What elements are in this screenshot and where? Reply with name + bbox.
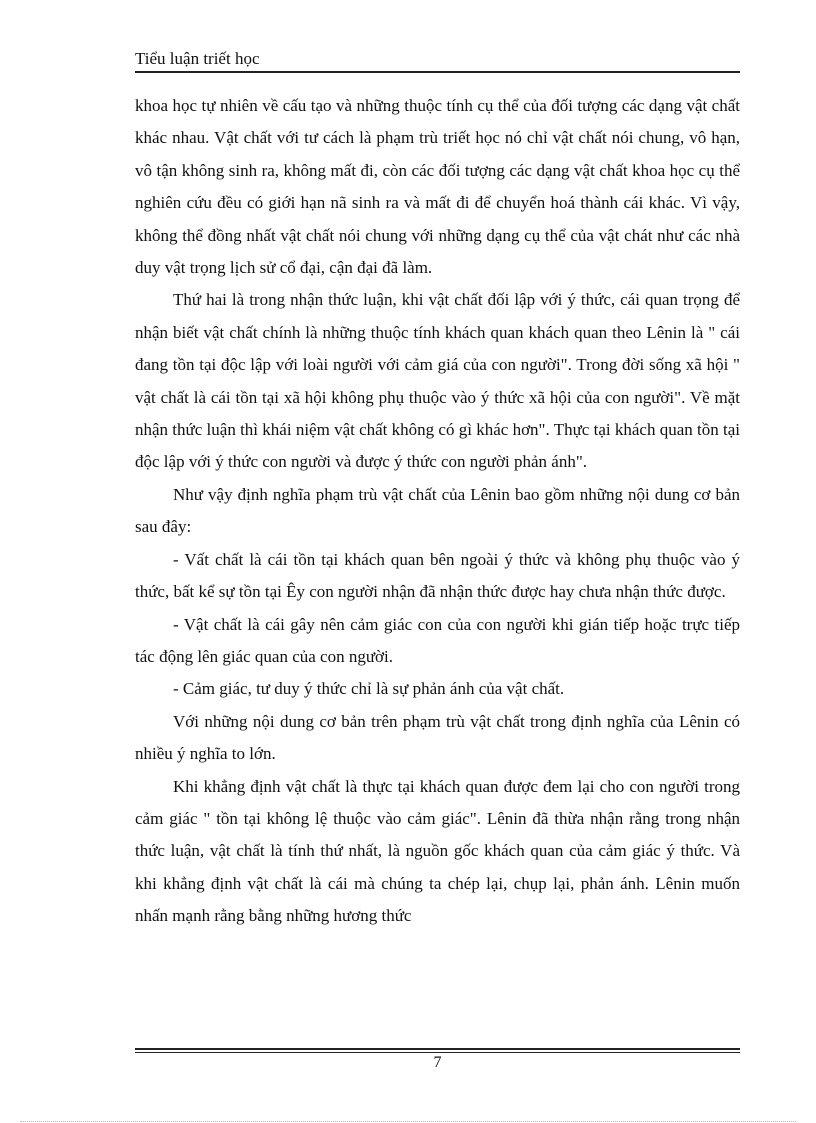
paragraph-significance: Với những nội dung cơ bản trên phạm trù vật chất trong định nghĩa của Lênin có nhiều ý nghĩa to lớn. <box>135 711 740 764</box>
footer-rule-top <box>135 1048 740 1050</box>
list-item-reflection: - Cảm giác, tư duy ý thức chỉ là sự phản ánh của vật chất. <box>173 679 565 699</box>
paragraph-definition-intro: Như vậy định nghĩa phạm trù vật chất của Lênin bao gồm những nội dung cơ bản sau đây: <box>135 484 740 537</box>
paragraph-continuation: khoa học tự nhiên về cấu tạo và những thuộc tính cụ thể của đối tượng các dạng vật chất khác nhau. Vật chất với tư cách là phạm trù triết học nó chỉ vật chất nói chung, vô hạn, vô tận không sinh ra, không mất đi, còn các đối tượng các dạng vật chất khoa học cụ thể nghiên cứu đều có giới hạn nã sinh ra và mất đi để chuyển hoá thành cái khác. Vì vậy, không thể đồng nhất vật chất nói chung với những dạng cụ thể của vật chát như các nhà duy vật trọng lịch sử cổ đại, cận đại đã làm. <box>135 96 740 278</box>
page-boundary <box>20 1121 796 1122</box>
page-body <box>135 90 740 933</box>
page-number: 7 <box>433 1054 442 1071</box>
list-item-causes-sensation: - Vật chất là cái gây nên cảm giác con của con người khi gián tiếp hoặc trực tiếp tác động lên giác quan của con người. <box>135 614 740 666</box>
paragraph-second-point: Thứ hai là trong nhận thức luận, khi vật chất đối lập với ý thức, cái quan trọng để nhận biết vật chất chính là những thuộc tính khách quan khách quan theo Lênin là " cái đang tồn tại độc lập với loài người với cảm giá của con người". Trong đời sống xã hội " vật chất là cái tồn tại xã hội không phụ thuộc vào ý thức xã hội của con người". Về mặt nhận thức luận thì khái niệm vật chất không có gì khác hơn". Thực tại khách quan tồn tại độc lập với ý thức con người và được ý thức con người phản ánh". <box>135 290 740 472</box>
page-header <box>135 47 740 71</box>
header-title: Tiểu luận triết học <box>135 49 260 68</box>
list-item-objective-reality: - Vất chất là cái tồn tại khách quan bên ngoài ý thức và không phụ thuộc vào ý thức, bất kể sự tồn tại Êy con người nhận đã nhận thức được hay chưa nhận thức được. <box>135 549 740 602</box>
paragraph-affirmation: Khi khẳng định vật chất là thực tại khách quan được đem lại cho con người trong cảm giác " tồn tại không lệ thuộc vào cảm giác". Lênin đã thừa nhận rằng trong nhận thức luận, vật chất là tính thứ nhất, là nguồn gốc khách quan của cảm giác ý thức. Và khi khẳng định vật chất là cái mà chúng ta chép lại, chụp lại, phản ánh. Lênin muốn nhấn mạnh rằng bằng những hương thức <box>135 776 740 926</box>
header-rule <box>135 71 740 73</box>
